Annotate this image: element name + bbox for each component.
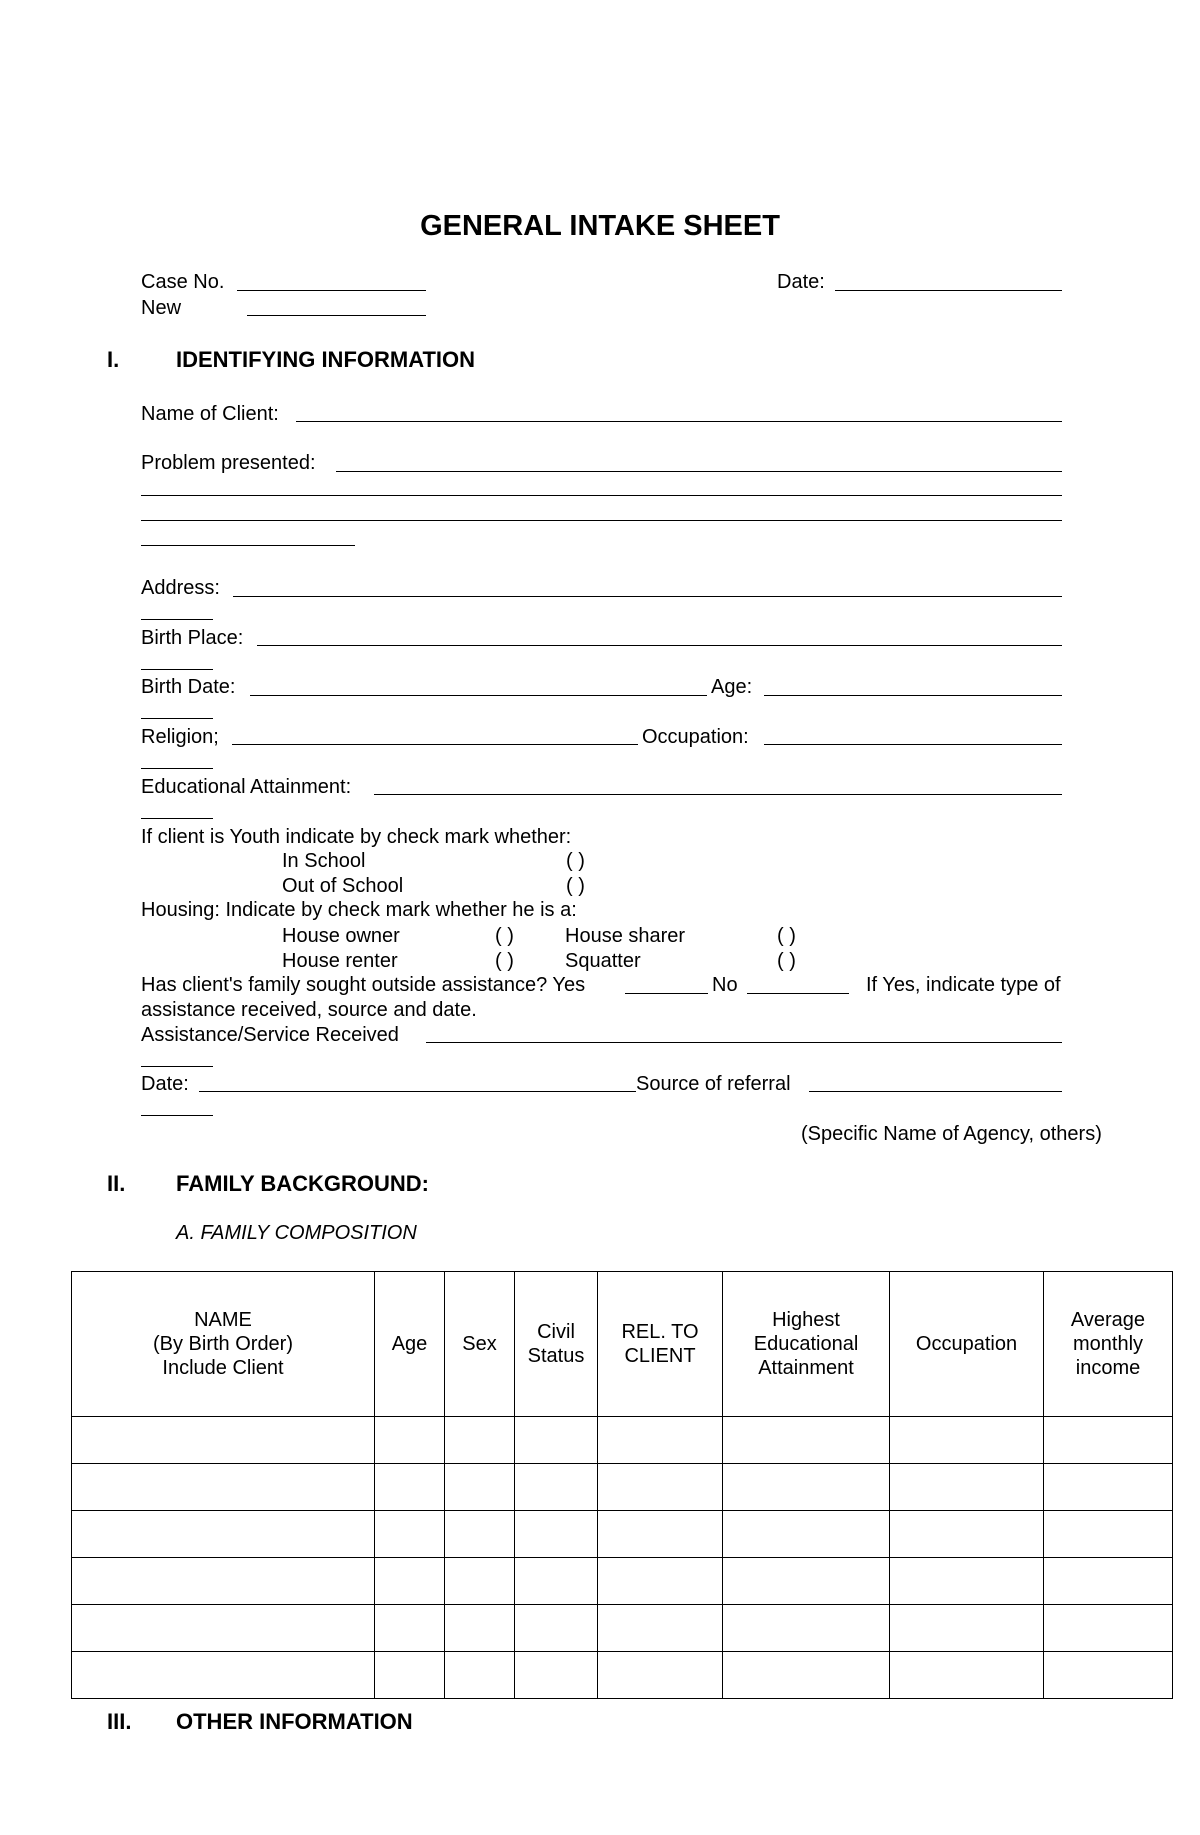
table-cell[interactable]	[375, 1511, 445, 1558]
section-2-number: II.	[107, 1171, 126, 1196]
section-3-number: III.	[107, 1709, 132, 1734]
house-owner-label: House owner	[282, 925, 400, 947]
assistance-received-field-cont[interactable]	[141, 1066, 213, 1067]
table-cell[interactable]	[598, 1417, 723, 1464]
new-field[interactable]	[247, 315, 426, 316]
squatter-checkbox[interactable]: ( )	[777, 950, 796, 972]
table-cell[interactable]	[515, 1558, 598, 1605]
col-education-header: Highest Educational Attainment	[723, 1272, 890, 1417]
age-label: Age:	[711, 676, 753, 698]
col-income-header: Average monthly income	[1044, 1272, 1173, 1417]
family-composition-heading: A. FAMILY COMPOSITION	[176, 1222, 417, 1244]
squatter-label: Squatter	[565, 950, 641, 972]
table-cell[interactable]	[72, 1511, 375, 1558]
case-no-label: Case No.	[141, 271, 225, 293]
religion-field[interactable]	[232, 744, 638, 745]
house-renter-label: House renter	[282, 950, 398, 972]
col-name-header: NAME (By Birth Order) Include Client	[72, 1272, 375, 1417]
table-cell[interactable]	[723, 1417, 890, 1464]
table-cell[interactable]	[445, 1605, 515, 1652]
table-cell[interactable]	[890, 1511, 1044, 1558]
house-owner-checkbox[interactable]: ( )	[495, 925, 514, 947]
table-cell[interactable]	[598, 1558, 723, 1605]
educational-attainment-field[interactable]	[374, 794, 1062, 795]
table-cell[interactable]	[515, 1605, 598, 1652]
table-row	[72, 1652, 1173, 1699]
table-row	[72, 1511, 1173, 1558]
table-row	[72, 1558, 1173, 1605]
table-cell[interactable]	[1044, 1464, 1173, 1511]
table-cell[interactable]	[515, 1652, 598, 1699]
table-cell[interactable]	[72, 1464, 375, 1511]
referral-date-label: Date:	[141, 1073, 189, 1095]
table-cell[interactable]	[375, 1464, 445, 1511]
table-row	[72, 1417, 1173, 1464]
out-of-school-label: Out of School	[282, 875, 404, 897]
name-of-client-field[interactable]	[296, 421, 1062, 422]
table-cell[interactable]	[445, 1652, 515, 1699]
table-cell[interactable]	[598, 1511, 723, 1558]
referral-date-field-cont[interactable]	[141, 1115, 213, 1116]
header-date-label: Date:	[777, 271, 825, 293]
housing-prompt: Housing: Indicate by check mark whether he is a:	[141, 899, 577, 921]
house-renter-checkbox[interactable]: ( )	[495, 950, 514, 972]
page-title: GENERAL INTAKE SHEET	[420, 210, 780, 242]
problem-presented-label: Problem presented:	[141, 452, 316, 474]
youth-prompt: If client is Youth indicate by check mark whether:	[141, 826, 572, 848]
religion-label: Religion;	[141, 726, 219, 748]
table-row	[72, 1464, 1173, 1511]
age-field[interactable]	[764, 695, 1062, 696]
in-school-checkbox[interactable]: ( )	[566, 850, 585, 872]
col-occupation-header: Occupation	[890, 1272, 1044, 1417]
source-of-referral-label: Source of referral	[636, 1073, 791, 1095]
table-cell[interactable]	[1044, 1417, 1173, 1464]
assistance-received-label: Assistance/Service Received	[141, 1024, 399, 1046]
header-date-field[interactable]	[835, 290, 1062, 291]
in-school-label: In School	[282, 850, 366, 872]
birth-date-field[interactable]	[250, 695, 707, 696]
birth-place-field[interactable]	[257, 645, 1062, 646]
address-label: Address:	[141, 577, 220, 599]
col-sex-header: Sex	[445, 1272, 515, 1417]
section-3-heading: OTHER INFORMATION	[176, 1709, 413, 1734]
table-cell[interactable]	[445, 1464, 515, 1511]
family-composition-table	[71, 1271, 1173, 1699]
section-2-heading: FAMILY BACKGROUND:	[176, 1171, 430, 1196]
table-cell[interactable]	[375, 1652, 445, 1699]
table-cell[interactable]	[598, 1605, 723, 1652]
col-civil-status-header: Civil Status	[515, 1272, 598, 1417]
address-field[interactable]	[233, 596, 1062, 597]
table-cell[interactable]	[723, 1511, 890, 1558]
table-cell[interactable]	[445, 1417, 515, 1464]
col-rel-to-client-header: REL. TO CLIENT	[598, 1272, 723, 1417]
assistance-yes-field[interactable]	[625, 993, 708, 994]
case-no-field[interactable]	[237, 290, 426, 291]
table-cell[interactable]	[723, 1558, 890, 1605]
table-cell[interactable]	[598, 1652, 723, 1699]
table-cell[interactable]	[890, 1558, 1044, 1605]
table-cell[interactable]	[72, 1558, 375, 1605]
referral-date-field[interactable]	[199, 1091, 636, 1092]
table-cell[interactable]	[375, 1417, 445, 1464]
table-cell[interactable]	[598, 1464, 723, 1511]
new-label: New	[141, 297, 182, 319]
assistance-received-field[interactable]	[426, 1042, 1062, 1043]
col-age-header: Age	[375, 1272, 445, 1417]
table-cell[interactable]	[1044, 1511, 1173, 1558]
table-cell[interactable]	[723, 1605, 890, 1652]
occupation-label: Occupation:	[642, 726, 749, 748]
occupation-field[interactable]	[764, 744, 1062, 745]
table-cell[interactable]	[72, 1417, 375, 1464]
assistance-if-yes-text: If Yes, indicate type of	[866, 974, 1061, 996]
problem-presented-field-1[interactable]	[336, 471, 1062, 472]
educational-attainment-label: Educational Attainment:	[141, 776, 352, 798]
out-of-school-checkbox[interactable]: ( )	[566, 875, 585, 897]
table-header-row	[72, 1272, 1173, 1417]
assistance-no-field[interactable]	[747, 993, 849, 994]
section-1-heading: IDENTIFYING INFORMATION	[176, 347, 476, 372]
house-sharer-checkbox[interactable]: ( )	[777, 925, 796, 947]
table-cell[interactable]	[375, 1605, 445, 1652]
religion-field-cont[interactable]	[141, 768, 213, 769]
birth-place-label: Birth Place:	[141, 627, 244, 649]
table-cell[interactable]	[515, 1511, 598, 1558]
agency-note: (Specific Name of Agency, others)	[801, 1123, 1102, 1145]
problem-presented-field-2[interactable]	[141, 495, 1062, 496]
name-of-client-label: Name of Client:	[141, 403, 279, 425]
assistance-question-cont: assistance received, source and date.	[141, 999, 477, 1021]
birth-place-field-cont[interactable]	[141, 669, 213, 670]
table-cell[interactable]	[723, 1652, 890, 1699]
table-row	[72, 1605, 1173, 1652]
table-cell[interactable]	[445, 1511, 515, 1558]
table-cell[interactable]	[445, 1558, 515, 1605]
address-field-cont[interactable]	[141, 619, 213, 620]
table-cell[interactable]	[723, 1464, 890, 1511]
table-cell[interactable]	[890, 1464, 1044, 1511]
table-cell[interactable]	[72, 1652, 375, 1699]
problem-presented-field-4[interactable]	[141, 545, 355, 546]
section-1-number: I.	[107, 347, 120, 372]
birth-date-field-cont[interactable]	[141, 718, 213, 719]
table-cell[interactable]	[515, 1417, 598, 1464]
table-cell[interactable]	[1044, 1652, 1173, 1699]
problem-presented-field-3[interactable]	[141, 520, 1062, 521]
birth-date-label: Birth Date:	[141, 676, 236, 698]
table-cell[interactable]	[1044, 1605, 1173, 1652]
table-cell[interactable]	[890, 1652, 1044, 1699]
table-cell[interactable]	[375, 1558, 445, 1605]
source-of-referral-field[interactable]	[809, 1091, 1062, 1092]
assistance-question: Has client's family sought outside assistance? Yes	[141, 974, 586, 996]
educational-attainment-field-cont[interactable]	[141, 818, 213, 819]
table-cell[interactable]	[1044, 1558, 1173, 1605]
table-cell[interactable]	[890, 1417, 1044, 1464]
house-sharer-label: House sharer	[565, 925, 686, 947]
table-cell[interactable]	[890, 1605, 1044, 1652]
table-cell[interactable]	[72, 1605, 375, 1652]
table-cell[interactable]	[515, 1464, 598, 1511]
assistance-no-label: No	[712, 974, 738, 996]
